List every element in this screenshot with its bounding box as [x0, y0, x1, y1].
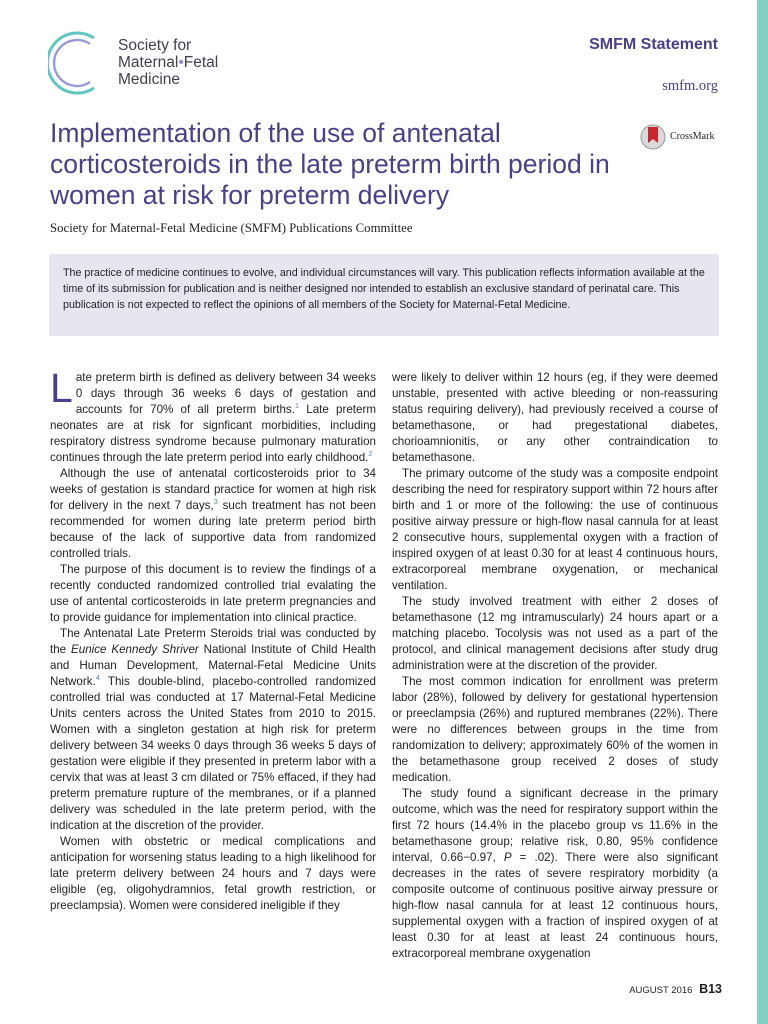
reference-link[interactable]: 3: [213, 497, 218, 507]
body-paragraph: The study involved treatment with either 2 doses of betamethasone (12 mg intramuscularly) 24 hours apart or a matching placebo. Tocolysis was not used as a part of the protocol, and clinical management decisions after study drug administration were at the discretion of the provider.: [392, 595, 718, 672]
crossmark-badge[interactable]: [640, 123, 730, 151]
reference-link[interactable]: 1: [294, 401, 300, 411]
crossmark-icon: [640, 123, 666, 151]
body-paragraph: Women with obstetric or medical complications and anticipation for worsening status leading to a high likelihood for late preterm delivery between 24 hours and 7 days were eligible (eg, oligohydramnios, fetal growth restriction, or preeclampsia). Women were considered ineligible if they: [50, 835, 376, 912]
logo-line-1: Society for: [118, 37, 192, 54]
smfm-logo: [48, 30, 248, 96]
teal-side-stripe: [757, 0, 768, 1024]
body-paragraph: The most common indication for enrollment was preterm labor (28%), followed by delivery for gestational hypertension or preeclampsia (26%) and ruptured membranes (22%). There were no differences between groups in the time from randomization to delivery; approximately 60% of the women in the betamethasone group received 2 doses of study medication.: [392, 675, 718, 784]
reference-link[interactable]: 2: [368, 449, 373, 459]
drop-cap: L: [50, 365, 73, 411]
reference-link[interactable]: 4: [95, 673, 100, 683]
body-paragraph: The primary outcome of the study was a composite endpoint describing the need for respiratory support within 72 hours after birth and 1 or more of the following: the use of continuous positive airway pressure or high-flow nasal cannula for at least 2 consecutive hours, supplemental oxygen with a fraction of inspired oxygen of at least 0.30 for at least 4 continuous hours, extracorporeal membrane oxygenation, or mechanical ventilation.: [392, 467, 718, 592]
page-footer: [629, 982, 722, 996]
body-paragraph: The Antenatal Late Preterm Steroids trial was conducted by the Eunice Kennedy Shriver National Institute of Child Health and Human Development, Maternal-Fetal Medicine Units Network.$^4$ This double-blind, placebo-controlled randomized controlled trial was conducted at 17 Maternal-Fetal Medicine Units centers across the United States from 2010 to 2015. Women with a singleton gestation at high risk for preterm delivery between 34 weeks 0 days through 36 weeks 5 days of gestation were eligible if they presented in preterm labor with a cervix that was at least 3 cm dilated or 75% effaced, if they had preterm premature rupture of the membranes, or if a planned delivery was scheduled in the late preterm period, with the indication at the discretion of the provider.: [50, 627, 376, 832]
logo-line-2: Maternal•Fetal: [118, 54, 219, 71]
logo-wordmark: [118, 37, 218, 88]
body-paragraph: were likely to deliver within 12 hours (eg, if they were deemed unstable, presented with active bleeding or non-reassuring status requiring delivery), had previously received a course of betamethasone, or had pregestational diabetes, chorioamnionitis, or any other contraindication to betamethasone.: [392, 371, 718, 464]
article-title: Implementation of the use of antenatal corticosteroids in the late preterm birth period in women at risk for preterm delivery: [50, 118, 610, 210]
disclaimer-box: [49, 254, 719, 336]
logo-line-3: Medicine: [118, 71, 181, 88]
crossmark-label: CrossMark: [670, 131, 715, 142]
body-paragraph: The study found a significant decrease in the primary outcome, which was the need for respiratory support within the first 72 hours (14.4% in the placebo group vs 11.6% in the betamethasone group; relative risk, 0.80, 95% confidence interval, 0.66−0.97, P = .02). There were also significant decreases in the rates of severe respiratory morbidity (a composite outcome of continuous positive airway pressure or high-flow nasal cannula for at least 12 continuous hours, supplemental oxygen with a fraction of inspired oxygen of at least 0.30 for at least at least 24 continuous hours, extracorporeal membrane oxygenation: [392, 787, 718, 960]
disclaimer-text: The practice of medicine continues to evolve, and individual circumstances will vary. This publication reflects information available at the time of its submission for publication and is neither designed nor intended to establish an exclusive standard of perinatal care. This publication is not expected to reflect the opinions of all members of the Society for Maternal-Fetal Medicine.: [63, 267, 705, 311]
article-authors: Society for Maternal-Fetal Medicine (SMFM) Publications Committee: [50, 221, 413, 235]
page-number: B13: [699, 982, 722, 996]
body-paragraph: Although the use of antenatal corticosteroids prior to 34 weeks of gestation is standard practice for women at high risk for delivery in the next 7 days,$^3$ such treatment has not been recommended for women during late preterm period birth because of the lack of supportive data from randomized controlled trials.: [50, 467, 376, 560]
body-column-right: [392, 370, 718, 962]
smfm-logo-ring-icon: [48, 30, 114, 96]
body-column-left: [50, 365, 376, 914]
issue-date: AUGUST 2016: [629, 985, 693, 996]
body-paragraph: The purpose of this document is to review the findings of a recently conducted randomized controlled trial evalating the use of antental corticosteroids in late preterm pregnancies and to provide guidance for implementation into clinical practice.: [50, 563, 376, 624]
body-paragraph: Late preterm birth is defined as delivery between 34 weeks 0 days through 36 weeks 6 days of gestation and accounts for 70% of all preterm births.$^1$ Late preterm neonates are at risk for signficant morbidities, including respiratory distress syndrome because pulmonary maturation continues through the late preterm period into early childhood.$^2$: [50, 365, 376, 464]
site-link[interactable]: smfm.org: [662, 78, 718, 94]
statement-type-label: SMFM Statement: [589, 36, 718, 53]
